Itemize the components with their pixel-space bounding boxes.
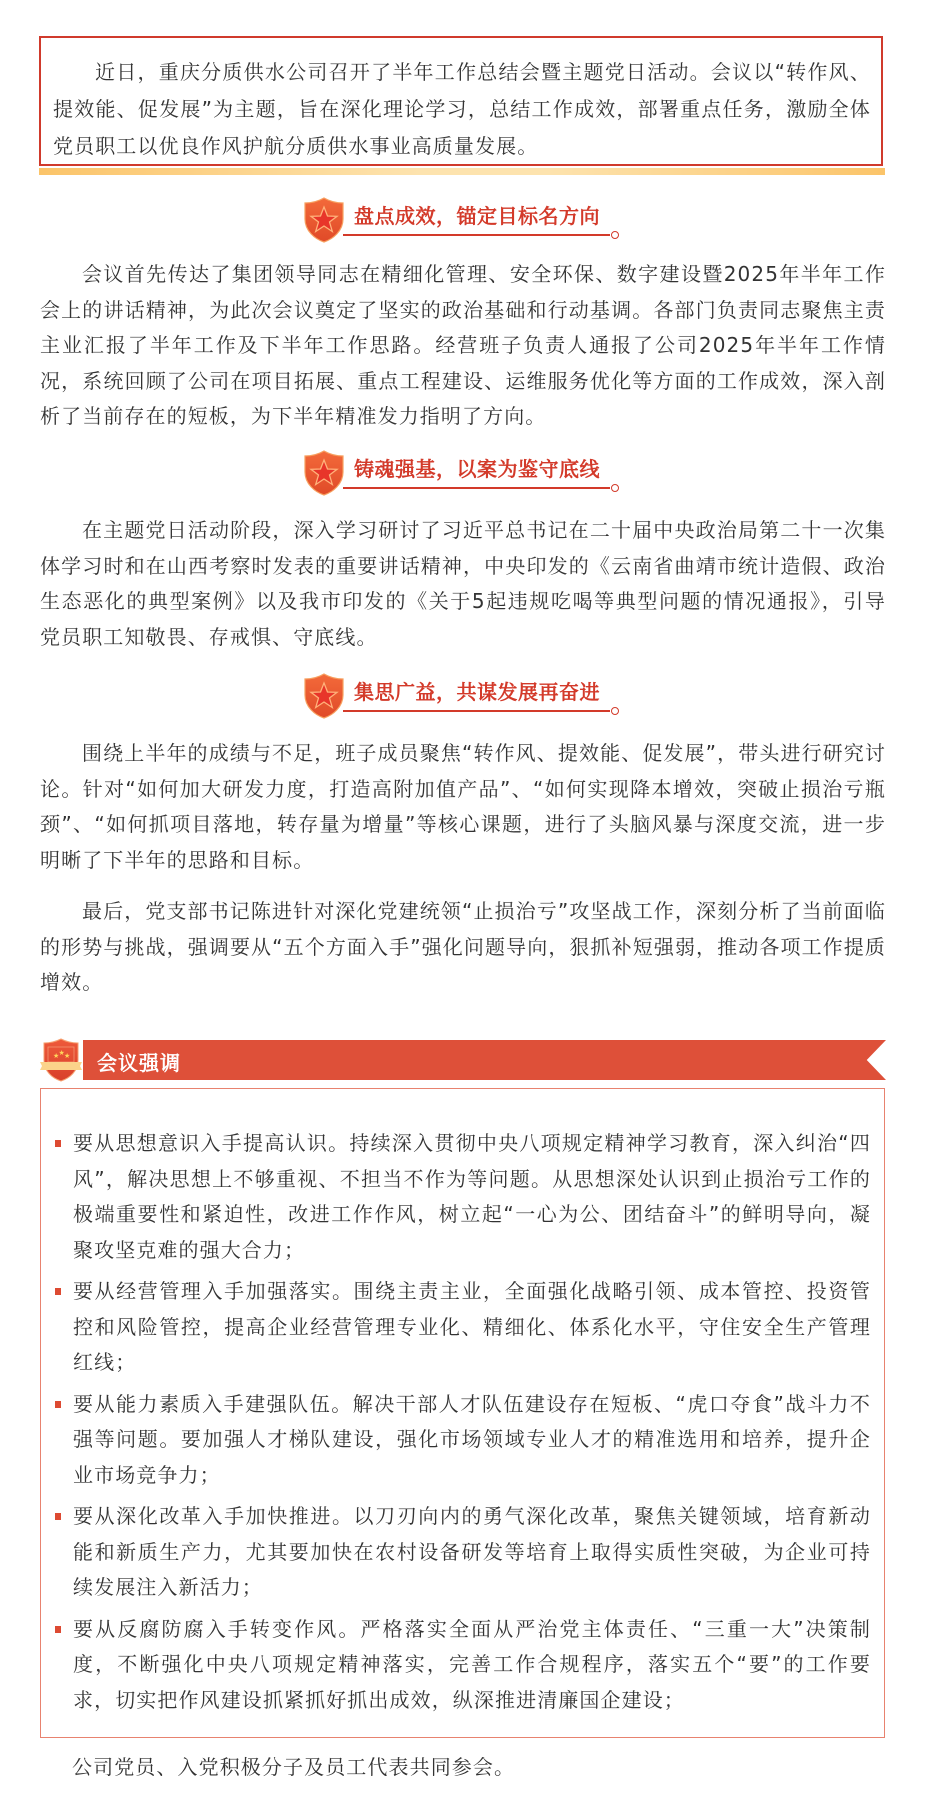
section-paragraph-1: 会议首先传达了集团领导同志在精细化管理、安全环保、数字建设暨2025年半年工作会上的讲话精神，为此次会议奠定了坚实的政治基础和行动基调。各部门负责同志聚焦主责主业汇报了半年工作及下半年工作思路。经营班子负责人通报了公司2025年半年工作情况，系统回顾了公司在项目拓展、重点工程建设、运维服务优化等方面的工作成效，深入剖析了当前存在的短板，为下半年精准发力指明了方向。 (40, 262, 886, 428)
emphasis-banner (40, 1038, 886, 1082)
shield-star-icon (303, 673, 345, 719)
emphasis-box (40, 1088, 885, 1738)
section-title: 盘点成效，锚定目标名方向 (354, 204, 600, 228)
list-item: 要从经营管理入手加强落实。围绕主责主业，全面强化战略引领、成本管控、投资管控和风险管控，提高企业经营管理专业化、精细化、体系化水平，守住安全生产管理红线； (53, 1274, 871, 1381)
title-underline (343, 487, 610, 489)
list-item: 要从思想意识入手提高认识。持续深入贯彻中央八项规定精神学习教育，深入纠治“四风”，解决思想上不够重视、不担当不作为等问题。从思想深处认识到止损治亏工作的极端重要性和紧迫性，改进工作作风，树立起“一心为公、团结奋斗”的鲜明导向，凝聚攻坚克难的强大合力； (53, 1126, 871, 1268)
intro-text: 近日，重庆分质供水公司召开了半年工作总结会暨主题党日活动。会议以“转作风、提效能、促发展”为主题，旨在深化理论学习，总结工作成效，部署重点任务，激励全体党员职工以优良作风护航分质供水事业高质量发展。 (53, 60, 871, 158)
closing-text: 公司党员、入党积极分子及员工代表共同参会。 (72, 1755, 516, 1779)
section-title: 集思广益，共谋发展再奋进 (354, 680, 600, 704)
section-heading-1 (300, 197, 630, 247)
bullet-square-icon (55, 1288, 61, 1295)
section-heading-3 (300, 673, 630, 723)
emphasis-list (53, 1126, 871, 1724)
bullet-square-icon (55, 1401, 61, 1408)
intro-gradient-bar (39, 168, 885, 175)
section-heading-2 (300, 450, 630, 500)
list-item: 要从深化改革入手加快推进。以刀刃向内的勇气深化改革，聚焦关键领域，培育新动能和新质生产力，尤其要加快在农村设备研发等培育上取得实质性突破，为企业可持续发展注入新活力； (53, 1499, 871, 1606)
title-underline (343, 234, 610, 236)
svg-text:★: ★ (64, 1052, 71, 1060)
list-item: 要从反腐防腐入手转变作风。严格落实全面从严治党主体责任、“三重一大”决策制度，不断强化中央八项规定精神落实，完善工作合规程序，落实五个“要”的工作要求，切实把作风建设抓紧抓好抓出成效，纵深推进清廉国企建设； (53, 1612, 871, 1719)
shield-star-icon (303, 450, 345, 496)
svg-text:★: ★ (58, 1049, 65, 1057)
title-underline (343, 710, 610, 712)
shield-star-icon (303, 197, 345, 243)
banner-title: 会议强调 (97, 1051, 181, 1075)
underline-end-dot (611, 231, 619, 239)
final-paragraph: 最后，党支部书记陈进针对深化党建统领“止损治亏”攻坚战工作，深刻分析了当前面临的形势与挑战，强调要从“五个方面入手”强化问题导向，狠抓补短强弱，推动各项工作提质增效。 (40, 899, 886, 994)
section-title: 铸魂强基，以案为鉴守底线 (354, 457, 600, 481)
banner-ribbon (83, 1040, 886, 1080)
bullet-square-icon (55, 1626, 61, 1633)
intro-box (39, 36, 883, 166)
underline-end-dot (611, 484, 619, 492)
underline-end-dot (611, 707, 619, 715)
list-item: 要从能力素质入手建强队伍。解决干部人才队伍建设存在短板、“虎口夺食”战斗力不强等问题。要加强人才梯队建设，强化市场领域专业人才的精准选用和培养，提升企业市场竞争力； (53, 1387, 871, 1494)
shield-stars-ribbon-icon (40, 1038, 82, 1082)
section-paragraph-3: 围绕上半年的成绩与不足，班子成员聚焦“转作风、提效能、促发展”，带头进行研究讨论。针对“如何加大研发力度，打造高附加值产品”、“如何实现降本增效，突破止损治亏瓶颈”、“如何抓项目落地，转存量为增量”等核心课题，进行了头脑风暴与深度交流，进一步明晰了下半年的思路和目标。 (40, 741, 886, 872)
bullet-square-icon (55, 1140, 61, 1147)
section-paragraph-2: 在主题党日活动阶段，深入学习研讨了习近平总书记在二十届中央政治局第二十一次集体学习时和在山西考察时发表的重要讲话精神，中央印发的《云南省曲靖市统计造假、政治生态恶化的典型案例》以及我市印发的《关于5起违规吃喝等典型问题的情况通报》，引导党员职工知敬畏、存戒惧、守底线。 (40, 518, 886, 649)
svg-text:★: ★ (53, 1052, 60, 1060)
bullet-square-icon (55, 1513, 61, 1520)
